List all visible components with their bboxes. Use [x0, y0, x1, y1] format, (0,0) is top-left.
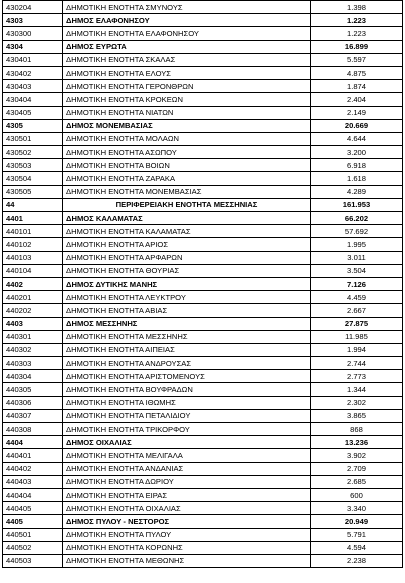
code-cell: 430502	[3, 146, 63, 159]
code-cell: 440301	[3, 330, 63, 343]
population-cell: 1.874	[311, 80, 403, 93]
name-cell: ΔΗΜΟΤΙΚΗ ΕΝΟΤΗΤΑ ΑΒΙΑΣ	[63, 304, 311, 317]
population-cell: 1.995	[311, 238, 403, 251]
municipality-row	[3, 14, 403, 27]
code-cell: 4304	[3, 40, 63, 53]
code-cell: 440405	[3, 502, 63, 515]
name-cell: ΔΗΜΟΤΙΚΗ ΕΝΟΤΗΤΑ ΚΡΟΚΕΩΝ	[63, 93, 311, 106]
table-row	[3, 66, 403, 79]
population-cell: 11.985	[311, 330, 403, 343]
population-table-body	[3, 1, 403, 568]
table-row	[3, 27, 403, 40]
name-cell: ΠΕΡΙΦΕΡΕΙΑΚΗ ΕΝΟΤΗΤΑ ΜΕΣΣΗΝΙΑΣ	[63, 198, 311, 211]
code-cell: 430505	[3, 185, 63, 198]
table-row	[3, 488, 403, 501]
name-cell: ΔΗΜΟΤΙΚΗ ΕΝΟΤΗΤΑ ΕΛΟΥΣ	[63, 66, 311, 79]
table-row	[3, 159, 403, 172]
name-cell: ΔΗΜΟΤΙΚΗ ΕΝΟΤΗΤΑ ΑΝΔΡΟΥΣΑΣ	[63, 357, 311, 370]
table-row	[3, 264, 403, 277]
municipality-row	[3, 436, 403, 449]
code-cell: 440307	[3, 409, 63, 422]
name-cell: ΔΗΜΟΤΙΚΗ ΕΝΟΤΗΤΑ ΣΜΥΝΟΥΣ	[63, 1, 311, 14]
table-row	[3, 53, 403, 66]
population-cell: 27.875	[311, 317, 403, 330]
population-cell: 2.773	[311, 370, 403, 383]
code-cell: 440501	[3, 528, 63, 541]
name-cell: ΔΗΜΟΤΙΚΗ ΕΝΟΤΗΤΑ ΛΕΥΚΤΡΟΥ	[63, 291, 311, 304]
table-row	[3, 1, 403, 14]
table-row	[3, 343, 403, 356]
name-cell: ΔΗΜΟΤΙΚΗ ΕΝΟΤΗΤΑ ΚΟΡΩΝΗΣ	[63, 541, 311, 554]
name-cell: ΔΗΜΟΤΙΚΗ ΕΝΟΤΗΤΑ ΑΡΙΟΣ	[63, 238, 311, 251]
name-cell: ΔΗΜΟΤΙΚΗ ΕΝΟΤΗΤΑ ΘΟΥΡΙΑΣ	[63, 264, 311, 277]
population-cell: 3.011	[311, 251, 403, 264]
population-cell: 4.289	[311, 185, 403, 198]
code-cell: 4404	[3, 436, 63, 449]
population-cell: 4.875	[311, 66, 403, 79]
table-row	[3, 502, 403, 515]
population-cell: 2.667	[311, 304, 403, 317]
table-row	[3, 409, 403, 422]
code-cell: 440302	[3, 343, 63, 356]
population-cell: 1.344	[311, 383, 403, 396]
code-cell: 440402	[3, 462, 63, 475]
code-cell: 4405	[3, 515, 63, 528]
name-cell: ΔΗΜΟΤΙΚΗ ΕΝΟΤΗΤΑ ΜΟΝΕΜΒΑΣΙΑΣ	[63, 185, 311, 198]
population-cell: 2.149	[311, 106, 403, 119]
code-cell: 440201	[3, 291, 63, 304]
name-cell: ΔΗΜΟΣ ΕΥΡΩΤΑ	[63, 40, 311, 53]
population-cell: 1.618	[311, 172, 403, 185]
code-cell: 430401	[3, 53, 63, 66]
population-cell: 1.994	[311, 343, 403, 356]
code-cell: 440308	[3, 423, 63, 436]
table-row	[3, 357, 403, 370]
table-row	[3, 449, 403, 462]
population-cell: 1.398	[311, 1, 403, 14]
code-cell: 430402	[3, 66, 63, 79]
name-cell: ΔΗΜΟΣ ΜΟΝΕΜΒΑΣΙΑΣ	[63, 119, 311, 132]
population-cell: 13.236	[311, 436, 403, 449]
population-cell: 2.709	[311, 462, 403, 475]
name-cell: ΔΗΜΟΣ ΠΥΛΟΥ - ΝΕΣΤΟΡΟΣ	[63, 515, 311, 528]
code-cell: 440102	[3, 238, 63, 251]
table-row	[3, 172, 403, 185]
table-row	[3, 383, 403, 396]
code-cell: 430300	[3, 27, 63, 40]
municipality-row	[3, 515, 403, 528]
code-cell: 430503	[3, 159, 63, 172]
code-cell: 430405	[3, 106, 63, 119]
table-row	[3, 330, 403, 343]
population-cell: 3.902	[311, 449, 403, 462]
population-cell: 2.744	[311, 357, 403, 370]
table-row	[3, 370, 403, 383]
name-cell: ΔΗΜΟΣ ΕΛΑΦΟΝΗΣΟΥ	[63, 14, 311, 27]
name-cell: ΔΗΜΟΤΙΚΗ ΕΝΟΤΗΤΑ ΒΟΙΩΝ	[63, 159, 311, 172]
name-cell: ΔΗΜΟΤΙΚΗ ΕΝΟΤΗΤΑ ΑΡΦΑΡΩΝ	[63, 251, 311, 264]
table-row	[3, 238, 403, 251]
name-cell: ΔΗΜΟΤΙΚΗ ΕΝΟΤΗΤΑ ΜΕΘΩΝΗΣ	[63, 554, 311, 567]
name-cell: ΔΗΜΟΤΙΚΗ ΕΝΟΤΗΤΑ ΔΩΡΙΟΥ	[63, 475, 311, 488]
municipality-row	[3, 277, 403, 290]
name-cell: ΔΗΜΟΤΙΚΗ ΕΝΟΤΗΤΑ ΟΙΧΑΛΙΑΣ	[63, 502, 311, 515]
code-cell: 440404	[3, 488, 63, 501]
municipality-row	[3, 317, 403, 330]
name-cell: ΔΗΜΟΤΙΚΗ ΕΝΟΤΗΤΑ ΜΕΛΙΓΑΛΑ	[63, 449, 311, 462]
population-cell: 3.340	[311, 502, 403, 515]
table-row	[3, 291, 403, 304]
population-cell: 161.953	[311, 198, 403, 211]
population-cell: 2.685	[311, 475, 403, 488]
population-cell: 57.692	[311, 225, 403, 238]
code-cell: 4303	[3, 14, 63, 27]
name-cell: ΔΗΜΟΤΙΚΗ ΕΝΟΤΗΤΑ ΠΥΛΟΥ	[63, 528, 311, 541]
table-row	[3, 475, 403, 488]
name-cell: ΔΗΜΟΤΙΚΗ ΕΝΟΤΗΤΑ ΠΕΤΑΛΙΔΙΟΥ	[63, 409, 311, 422]
table-row	[3, 251, 403, 264]
name-cell: ΔΗΜΟΣ ΜΕΣΣΗΝΗΣ	[63, 317, 311, 330]
name-cell: ΔΗΜΟΤΙΚΗ ΕΝΟΤΗΤΑ ΚΑΛΑΜΑΤΑΣ	[63, 225, 311, 238]
table-row	[3, 528, 403, 541]
table-row	[3, 304, 403, 317]
population-cell: 20.949	[311, 515, 403, 528]
code-cell: 4403	[3, 317, 63, 330]
table-row	[3, 132, 403, 145]
name-cell: ΔΗΜΟΤΙΚΗ ΕΝΟΤΗΤΑ ΑΡΙΣΤΟΜΕΝΟΥΣ	[63, 370, 311, 383]
name-cell: ΔΗΜΟΤΙΚΗ ΕΝΟΤΗΤΑ ΕΙΡΑΣ	[63, 488, 311, 501]
code-cell: 430504	[3, 172, 63, 185]
population-cell: 1.223	[311, 14, 403, 27]
code-cell: 440104	[3, 264, 63, 277]
name-cell: ΔΗΜΟΤΙΚΗ ΕΝΟΤΗΤΑ ΑΣΩΠΟΥ	[63, 146, 311, 159]
population-cell: 7.126	[311, 277, 403, 290]
table-row	[3, 80, 403, 93]
code-cell: 4305	[3, 119, 63, 132]
name-cell: ΔΗΜΟΤΙΚΗ ΕΝΟΤΗΤΑ ΤΡΙΚΟΡΦΟΥ	[63, 423, 311, 436]
name-cell: ΔΗΜΟΤΙΚΗ ΕΝΟΤΗΤΑ ΜΟΛΑΩΝ	[63, 132, 311, 145]
code-cell: 430404	[3, 93, 63, 106]
population-cell: 4.594	[311, 541, 403, 554]
code-cell: 430501	[3, 132, 63, 145]
code-cell: 44	[3, 198, 63, 211]
name-cell: ΔΗΜΟΤΙΚΗ ΕΝΟΤΗΤΑ ΖΑΡΑΚΑ	[63, 172, 311, 185]
code-cell: 440305	[3, 383, 63, 396]
name-cell: ΔΗΜΟΤΙΚΗ ΕΝΟΤΗΤΑ ΝΙΑΤΩΝ	[63, 106, 311, 119]
name-cell: ΔΗΜΟΤΙΚΗ ΕΝΟΤΗΤΑ ΜΕΣΣΗΝΗΣ	[63, 330, 311, 343]
name-cell: ΔΗΜΟΤΙΚΗ ΕΝΟΤΗΤΑ ΙΘΩΜΗΣ	[63, 396, 311, 409]
population-cell: 66.202	[311, 212, 403, 225]
population-cell: 3.504	[311, 264, 403, 277]
table-row	[3, 106, 403, 119]
name-cell: ΔΗΜΟΣ ΔΥΤΙΚΗΣ ΜΑΝΗΣ	[63, 277, 311, 290]
regional-unit-row	[3, 198, 403, 211]
code-cell: 440401	[3, 449, 63, 462]
name-cell: ΔΗΜΟΤΙΚΗ ΕΝΟΤΗΤΑ ΕΛΑΦΟΝΗΣΟΥ	[63, 27, 311, 40]
population-cell: 5.597	[311, 53, 403, 66]
population-cell: 16.899	[311, 40, 403, 53]
population-cell: 2.302	[311, 396, 403, 409]
code-cell: 440503	[3, 554, 63, 567]
table-row	[3, 146, 403, 159]
name-cell: ΔΗΜΟΤΙΚΗ ΕΝΟΤΗΤΑ ΓΕΡΟΝΘΡΩΝ	[63, 80, 311, 93]
table-row	[3, 225, 403, 238]
table-row	[3, 396, 403, 409]
population-cell: 4.644	[311, 132, 403, 145]
code-cell: 440306	[3, 396, 63, 409]
code-cell: 430204	[3, 1, 63, 14]
code-cell: 430403	[3, 80, 63, 93]
population-cell: 868	[311, 423, 403, 436]
name-cell: ΔΗΜΟΣ ΚΑΛΑΜΑΤΑΣ	[63, 212, 311, 225]
population-table	[2, 0, 403, 568]
table-row	[3, 93, 403, 106]
municipality-row	[3, 119, 403, 132]
table-row	[3, 185, 403, 198]
population-cell: 3.865	[311, 409, 403, 422]
name-cell: ΔΗΜΟΤΙΚΗ ΕΝΟΤΗΤΑ ΣΚΑΛΑΣ	[63, 53, 311, 66]
population-cell: 2.404	[311, 93, 403, 106]
table-row	[3, 541, 403, 554]
name-cell: ΔΗΜΟΤΙΚΗ ΕΝΟΤΗΤΑ ΑΙΠΕΙΑΣ	[63, 343, 311, 356]
population-cell: 5.791	[311, 528, 403, 541]
code-cell: 440403	[3, 475, 63, 488]
population-cell: 1.223	[311, 27, 403, 40]
population-cell: 4.459	[311, 291, 403, 304]
table-row	[3, 462, 403, 475]
code-cell: 440202	[3, 304, 63, 317]
code-cell: 440103	[3, 251, 63, 264]
municipality-row	[3, 212, 403, 225]
code-cell: 440303	[3, 357, 63, 370]
code-cell: 440101	[3, 225, 63, 238]
population-cell: 600	[311, 488, 403, 501]
population-cell: 2.238	[311, 554, 403, 567]
code-cell: 4401	[3, 212, 63, 225]
code-cell: 440304	[3, 370, 63, 383]
population-cell: 6.918	[311, 159, 403, 172]
table-row	[3, 423, 403, 436]
table-row	[3, 554, 403, 567]
name-cell: ΔΗΜΟΤΙΚΗ ΕΝΟΤΗΤΑ ΑΝΔΑΝΙΑΣ	[63, 462, 311, 475]
municipality-row	[3, 40, 403, 53]
code-cell: 440502	[3, 541, 63, 554]
population-cell: 20.669	[311, 119, 403, 132]
code-cell: 4402	[3, 277, 63, 290]
population-cell: 3.200	[311, 146, 403, 159]
name-cell: ΔΗΜΟΤΙΚΗ ΕΝΟΤΗΤΑ ΒΟΥΦΡΑΔΩΝ	[63, 383, 311, 396]
name-cell: ΔΗΜΟΣ ΟΙΧΑΛΙΑΣ	[63, 436, 311, 449]
